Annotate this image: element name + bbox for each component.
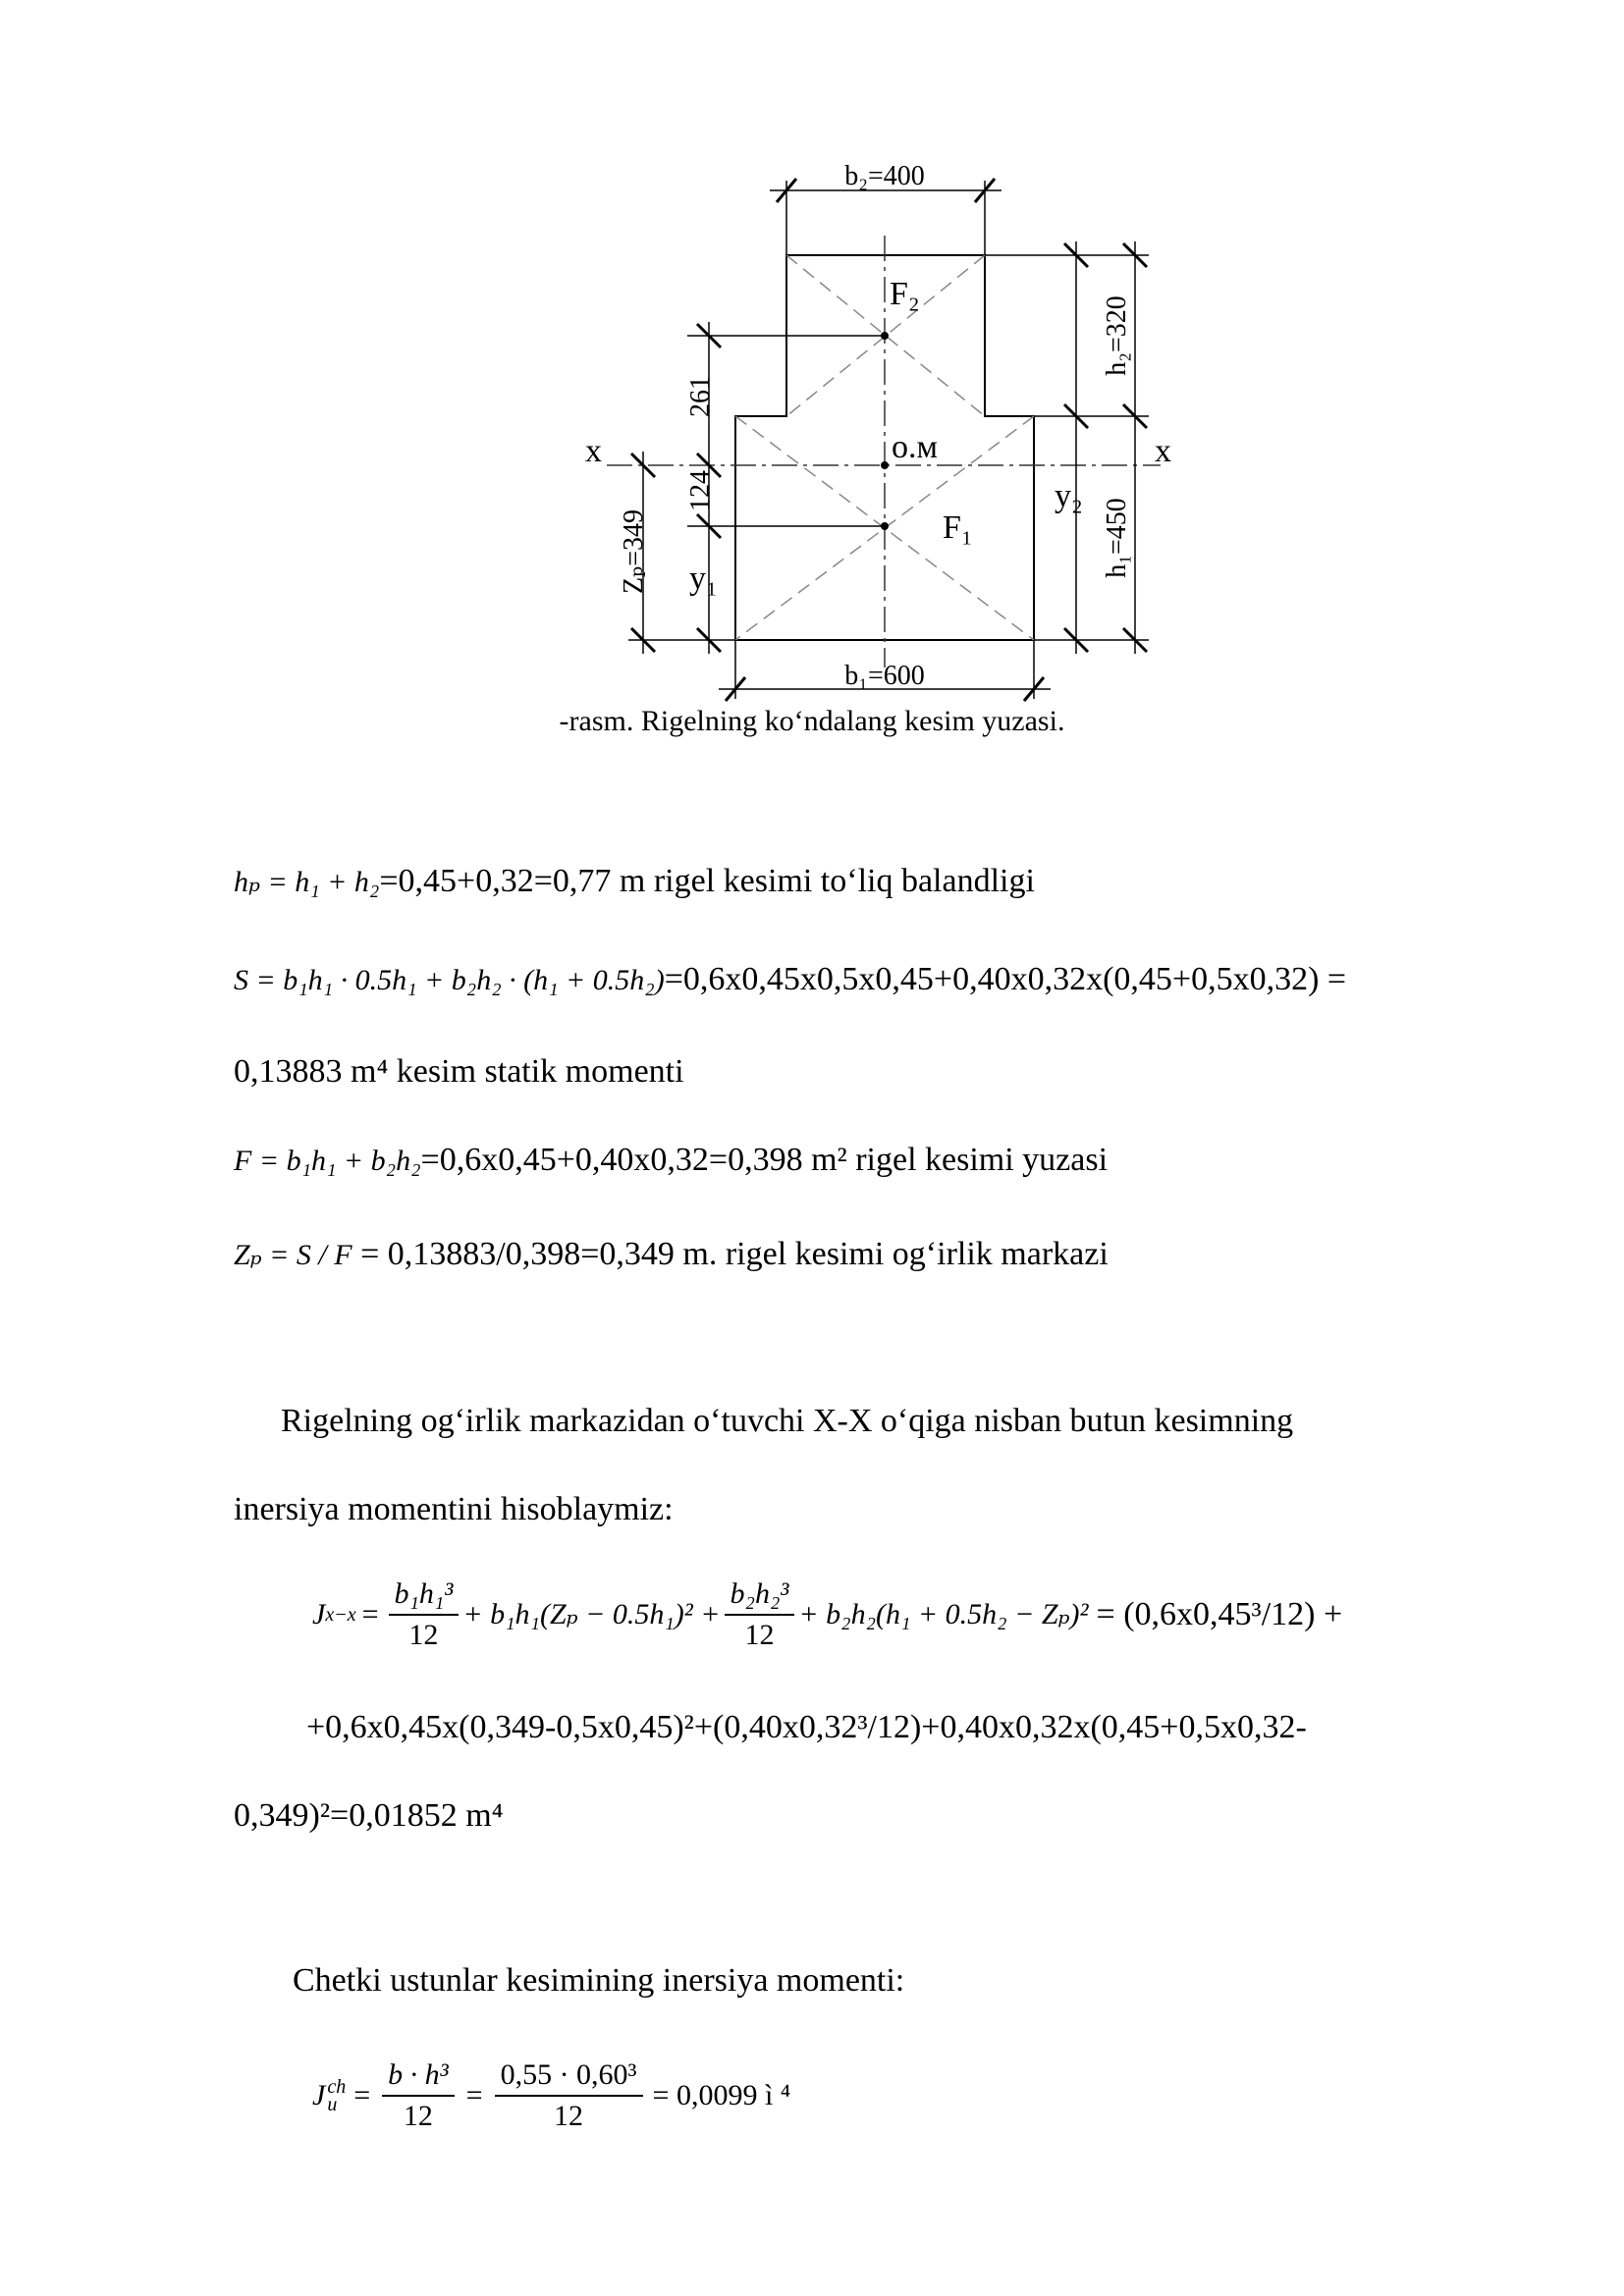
chetki-fraction-1 xyxy=(382,2056,455,2136)
label-b1: b₁=600 xyxy=(844,661,925,691)
chetki-result: = 0,0099 ì ⁴ xyxy=(652,2079,791,2111)
jxx-mid-2: + b₂h₂(h₁ + 0.5h₂ − Zₚ)² xyxy=(798,1598,1089,1630)
chetki-frac1-num: b · h³ xyxy=(382,2056,455,2097)
jxx-lhs: J xyxy=(312,1598,326,1630)
label-b2: b₂=400 xyxy=(844,161,925,191)
chetki-heading: Chetki ustunlar kesimining inersiya momenti: xyxy=(293,1962,905,1999)
jxx-lhs-sub: x−x xyxy=(325,1604,356,1626)
label-261: 261 xyxy=(685,376,716,417)
jxx-fraction-1 xyxy=(389,1575,460,1655)
label-zp: Zₚ=349 xyxy=(619,508,649,595)
cross-section-figure xyxy=(0,0,1624,707)
jxx-frac1-num: b₁h₁³ xyxy=(389,1575,460,1616)
jxx-frac2-den: 12 xyxy=(744,1619,775,1651)
formula-jxx xyxy=(312,1575,1342,1655)
text-s-value: 0,13883 m⁴ kesim statik momenti xyxy=(234,1053,684,1090)
formula-hp: hₚ = h₁ + h₂ xyxy=(234,866,380,898)
formula-f: F = b₁h₁ + b₂h₂ xyxy=(234,1145,421,1177)
chetki-frac2-den: 12 xyxy=(554,2100,584,2132)
label-x-left: x xyxy=(585,433,602,469)
jxx-rhs: = (0,6x0,45³/12) + xyxy=(1096,1596,1343,1632)
formula-s: S = b₁h₁ · 0.5h₁ + b₂h₂ · (h₁ + 0.5h₂) xyxy=(234,964,665,996)
formula-line-hp xyxy=(234,860,1035,904)
label-x-right: x xyxy=(1155,433,1171,469)
formula-zp: Zₚ = S / F xyxy=(234,1239,352,1271)
text-f-rest: =0,6x0,45+0,40x0,32=0,398 m² rigel kesimi yuzasi xyxy=(420,1142,1109,1178)
chetki-equals-1: = xyxy=(353,2079,371,2111)
chetki-fraction-2 xyxy=(495,2056,643,2136)
label-h1: h₁=450 xyxy=(1102,498,1132,578)
formula-chetki xyxy=(312,2056,790,2136)
jxx-line-3: 0,349)²=0,01852 m⁴ xyxy=(234,1797,504,1834)
label-y2: y₂ xyxy=(1055,478,1083,514)
jxx-equals: = xyxy=(361,1598,379,1630)
figure-caption: -rasm. Rigelning ko‘ndalang kesim yuzasi. xyxy=(559,705,1065,737)
chetki-lhs: J xyxy=(312,2079,326,2111)
jxx-mid-1: + b₁h₁(Zₚ − 0.5h₁)² + xyxy=(462,1598,721,1630)
chetki-equals-2: = xyxy=(465,2079,483,2111)
text-zp-rest: = 0,13883/0,398=0,349 m. rigel kesimi og‘irlik markazi xyxy=(352,1236,1109,1272)
formula-line-zp xyxy=(234,1233,1109,1277)
text-hp-rest: =0,45+0,32=0,77 m rigel kesimi to‘liq balandligi xyxy=(379,863,1035,899)
chetki-frac1-den: 12 xyxy=(403,2100,433,2132)
label-f2: F₂ xyxy=(890,276,920,312)
jxx-frac1-den: 12 xyxy=(408,1619,439,1651)
label-f1: F₁ xyxy=(943,509,973,546)
label-y1: y₁ xyxy=(689,561,718,597)
label-om: o.м xyxy=(892,429,939,465)
chetki-lhs-sub: u xyxy=(327,2094,338,2115)
jxx-line-2: +0,6x0,45x(0,349-0,5x0,45)²+(0,40x0,32³/12)+0,40x0,32x(0,45+0,5x0,32- xyxy=(306,1709,1307,1745)
chetki-lhs-sup: ch xyxy=(327,2076,347,2098)
centroid-om xyxy=(881,461,889,469)
formula-line-f xyxy=(234,1139,1108,1183)
text-s-rest: =0,6x0,45x0,5x0,45+0,40x0,32x(0,45+0,5x0,32) = xyxy=(664,961,1347,997)
jxx-frac2-num: b₂h₂³ xyxy=(725,1575,795,1616)
jxx-fraction-2 xyxy=(725,1575,795,1655)
chetki-lhs-scripts xyxy=(327,2078,346,2113)
label-124: 124 xyxy=(685,470,716,511)
paragraph-line-2: inersiya momentini hisoblaymiz: xyxy=(234,1491,674,1527)
label-h2: h₂=320 xyxy=(1102,295,1132,376)
chetki-frac2-num: 0,55 · 0,60³ xyxy=(495,2056,643,2097)
formula-line-s xyxy=(234,958,1346,1002)
paragraph-line-1: Rigelning og‘irlik markazidan o‘tuvchi X-X o‘qiga nisban butun kesimning xyxy=(281,1403,1294,1439)
